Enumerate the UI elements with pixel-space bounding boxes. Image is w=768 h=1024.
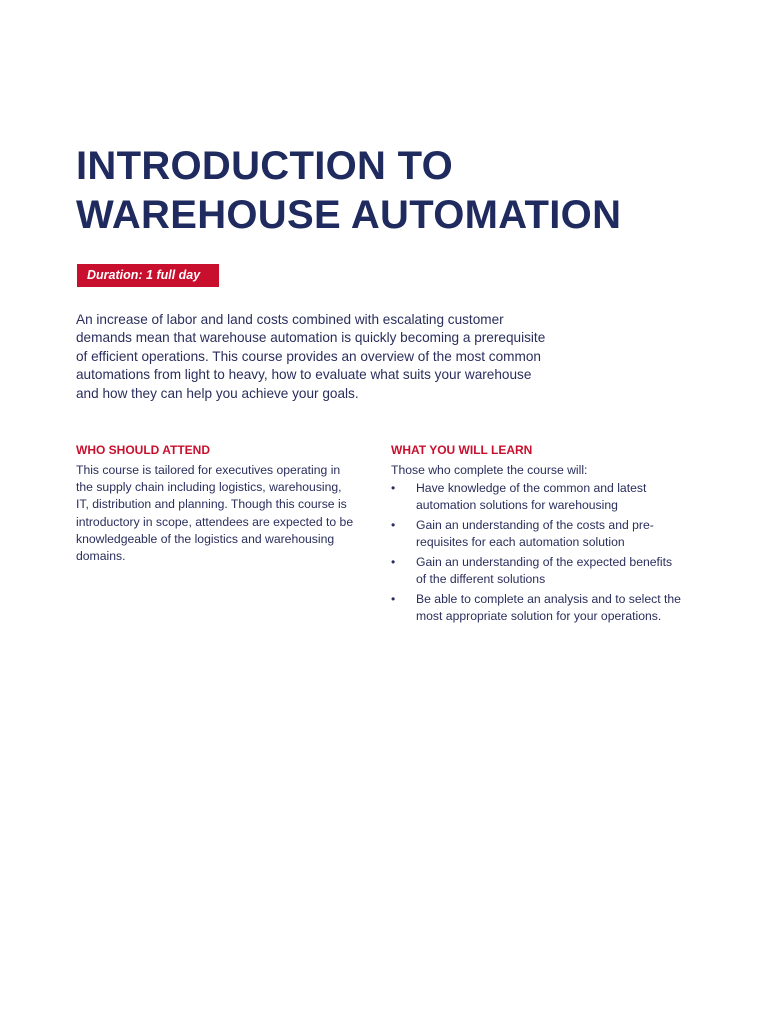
what-you-will-learn-intro: Those who complete the course will:	[391, 463, 588, 477]
list-item-text: Gain an understanding of the expected benefits of the different solutions	[416, 555, 673, 587]
bullet-icon: •	[391, 481, 396, 496]
what-you-will-learn-section	[391, 441, 681, 628]
intro-paragraph: An increase of labor and land costs combined with escalating customer demands mean that warehouse automation is quickly becoming a prerequisite of efficient operations. This course provides an overview of the most common automations from light to heavy, how to evaluate what suits your warehouse and how they can help you achieve your goals.	[76, 312, 546, 401]
list-item	[391, 517, 681, 551]
who-should-attend-section	[76, 441, 356, 565]
what-you-will-learn-heading: WHAT YOU WILL LEARN	[391, 443, 533, 457]
duration-badge: Duration: 1 full day	[77, 264, 219, 287]
bullet-icon: •	[391, 555, 396, 570]
who-should-attend-text: This course is tailored for executives operating in the supply chain including logistics, warehousing, IT, distribution and planning. Though this course is introductory in scope, attendees are expected to be knowledgeable of the logistics and warehousing domains.	[76, 463, 354, 564]
page-title-line-2: WAREHOUSE AUTOMATION	[76, 193, 622, 237]
who-should-attend-heading: WHO SHOULD ATTEND	[76, 443, 210, 457]
list-item	[391, 554, 681, 588]
list-item-text: Gain an understanding of the costs and pre-requisites for each automation solution	[416, 518, 654, 550]
learning-outcomes-list	[391, 480, 681, 625]
page-title	[76, 142, 716, 240]
list-item-text: Be able to complete an analysis and to select the most appropriate solution for your operations.	[416, 591, 681, 624]
list-item	[391, 480, 681, 514]
list-item	[391, 591, 681, 625]
bullet-icon: •	[391, 591, 396, 606]
page-title-line-1: INTRODUCTION TO	[76, 144, 454, 188]
list-item-text: Have knowledge of the common and latest automation solutions for warehousing	[416, 481, 647, 513]
bullet-icon: •	[391, 518, 396, 533]
